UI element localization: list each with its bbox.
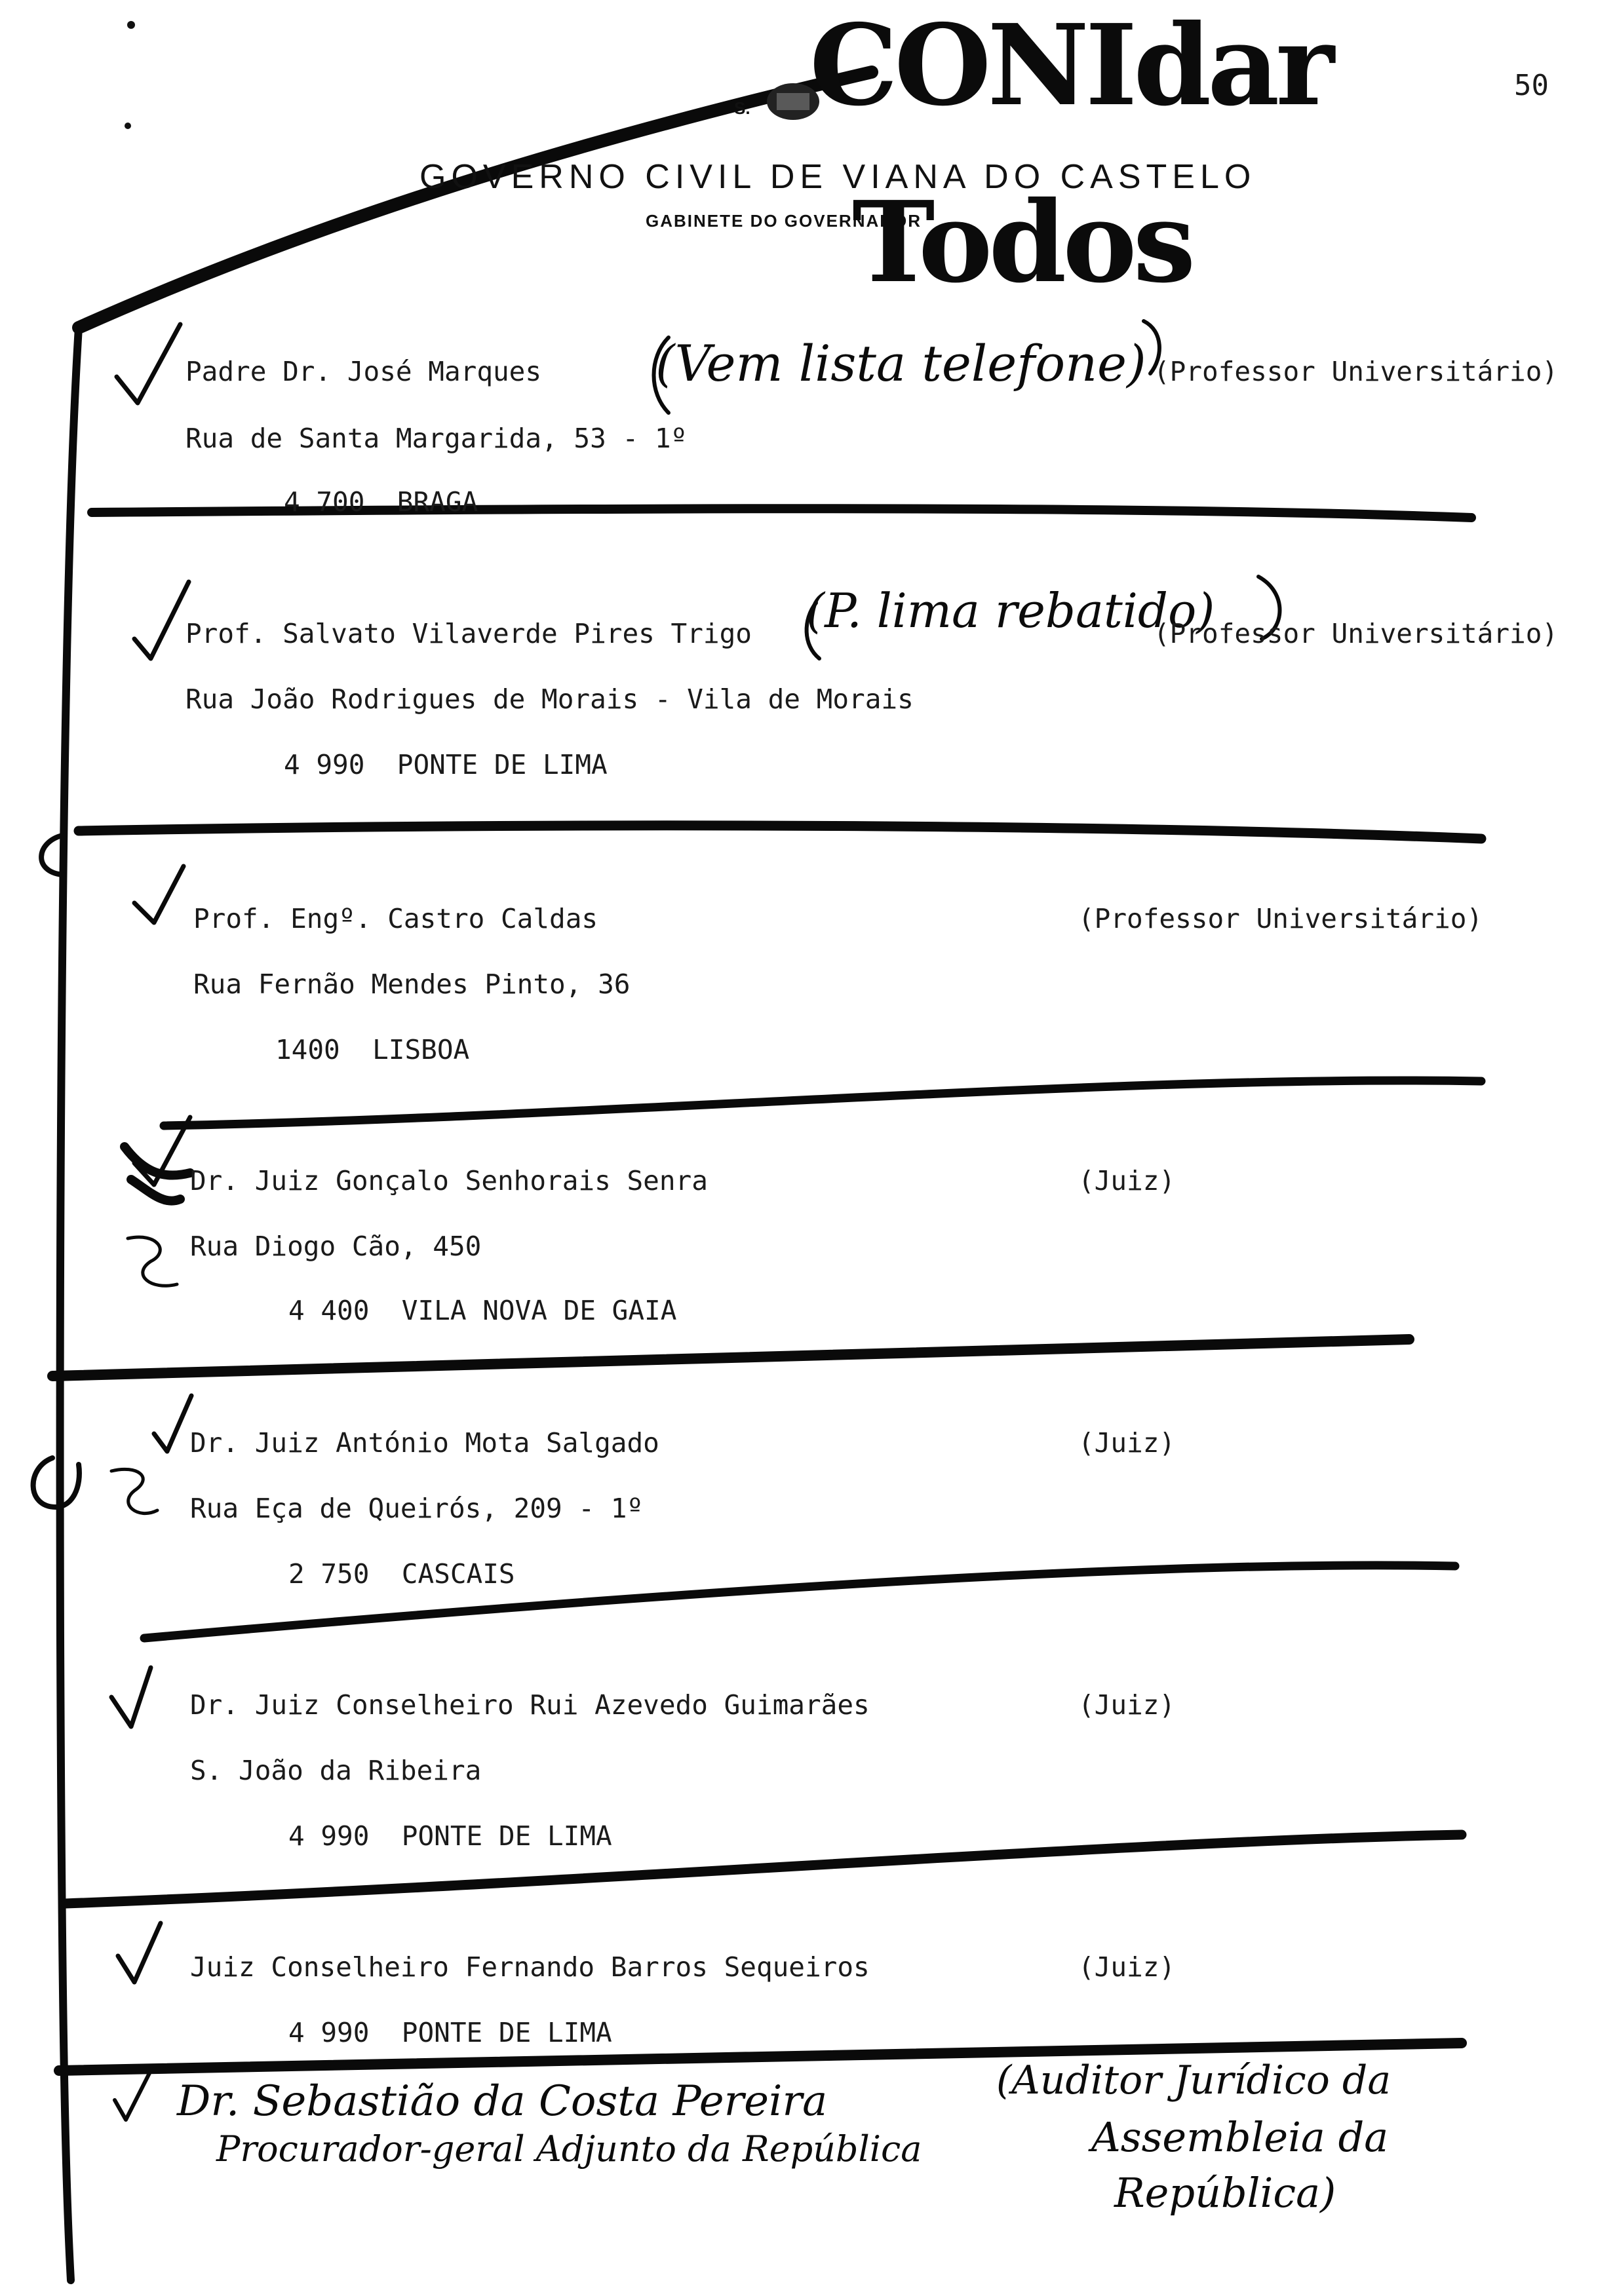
- entry-6-address: S. João da Ribeira: [190, 1755, 482, 1786]
- entry-2-role: (Professor Universitário): [1154, 618, 1559, 649]
- handwritten-entry-role-2: Assembleia da: [1091, 2113, 1389, 2161]
- c-mark-1: [41, 835, 62, 875]
- emblem-label: S.: [734, 98, 750, 118]
- entry-5-name: Dr. Juiz António Mota Salgado: [190, 1427, 659, 1459]
- department-title: GABINETE DO GOVERNADOR: [646, 211, 922, 231]
- top-diagonal-stroke: [79, 72, 872, 328]
- checkmark-6: [111, 1668, 151, 1727]
- scribble-mark-1: [125, 1147, 190, 1201]
- left-bracket-stroke: [60, 328, 79, 2280]
- separator-4: [52, 1339, 1409, 1376]
- checkmark-1: [117, 324, 180, 403]
- handwritten-entry-role-3: República): [1114, 2169, 1336, 2217]
- handwritten-entry-role-1: (Auditor Jurídico da: [996, 2057, 1391, 2103]
- entry-3-name: Prof. Engº. Castro Caldas: [193, 903, 598, 934]
- entry-7-role: (Juiz): [1078, 1951, 1176, 1983]
- checkmark-2: [134, 582, 189, 659]
- separator-3: [164, 1081, 1481, 1126]
- entry-6-city: 4 990 PONTE DE LIMA: [288, 1820, 612, 1852]
- entry-3-role: (Professor Universitário): [1078, 903, 1483, 934]
- entry-5-city: 2 750 CASCAIS: [288, 1558, 515, 1590]
- entry-4-role: (Juiz): [1078, 1165, 1176, 1196]
- s-mark-2: [111, 1469, 157, 1513]
- entry-1-address: Rua de Santa Margarida, 53 - 1º: [185, 423, 688, 454]
- checkmark-8: [115, 2071, 151, 2120]
- page-number: 50: [1514, 69, 1549, 102]
- entry-6-name: Dr. Juiz Conselheiro Rui Azevedo Guimarães: [190, 1689, 870, 1721]
- margin-dot-1: [127, 21, 135, 29]
- entry-4-city: 4 400 VILA NOVA DE GAIA: [288, 1295, 677, 1326]
- separator-6: [66, 1835, 1462, 1904]
- checkmark-3: [134, 866, 184, 923]
- entry-1-city: 4 700 BRAGA: [284, 486, 478, 518]
- entry-3-city: 1400 LISBOA: [275, 1034, 470, 1065]
- entry-2-handwritten-note: (P. lima rebatido): [806, 583, 1215, 638]
- entry-1-handwritten-note: (Vem lista telefone): [655, 334, 1146, 392]
- entry-7-name: Juiz Conselheiro Fernando Barros Sequeiros: [190, 1951, 870, 1983]
- entry-6-role: (Juiz): [1078, 1689, 1176, 1721]
- entry-1-role: (Professor Universitário): [1154, 356, 1559, 387]
- checkmark-5: [154, 1396, 191, 1451]
- entry-4-address: Rua Diogo Cão, 450: [190, 1231, 482, 1262]
- margin-dot-2: [125, 123, 131, 129]
- entry-2-address: Rua João Rodrigues de Morais - Vila de Morais: [185, 683, 914, 715]
- entry-4-name: Dr. Juiz Gonçalo Senhorais Senra: [190, 1165, 708, 1196]
- handwritten-entry-title: Procurador-geral Adjunto da República: [216, 2128, 922, 2170]
- s-mark-1: [128, 1237, 177, 1286]
- entry-7-city: 4 990 PONTE DE LIMA: [288, 2017, 612, 2048]
- organization-title: GOVERNO CIVIL DE VIANA DO CASTELO: [419, 158, 1256, 196]
- checkmark-7: [118, 1923, 161, 1982]
- separator-2: [79, 826, 1481, 839]
- handwritten-top-word-2: Todos: [852, 177, 1192, 308]
- handwritten-entry-name: Dr. Sebastião da Costa Pereira: [177, 2077, 828, 2126]
- entry-5-role: (Juiz): [1078, 1427, 1176, 1459]
- entry-2-name: Prof. Salvato Vilaverde Pires Trigo: [185, 618, 752, 649]
- entry-5-address: Rua Eça de Queirós, 209 - 1º: [190, 1493, 644, 1524]
- entry-1-name: Padre Dr. José Marques: [185, 356, 542, 387]
- entry-2-city: 4 990 PONTE DE LIMA: [284, 749, 608, 780]
- handwritten-top-word: CONIdar: [809, 0, 1331, 131]
- entry-3-address: Rua Fernão Mendes Pinto, 36: [193, 968, 631, 1000]
